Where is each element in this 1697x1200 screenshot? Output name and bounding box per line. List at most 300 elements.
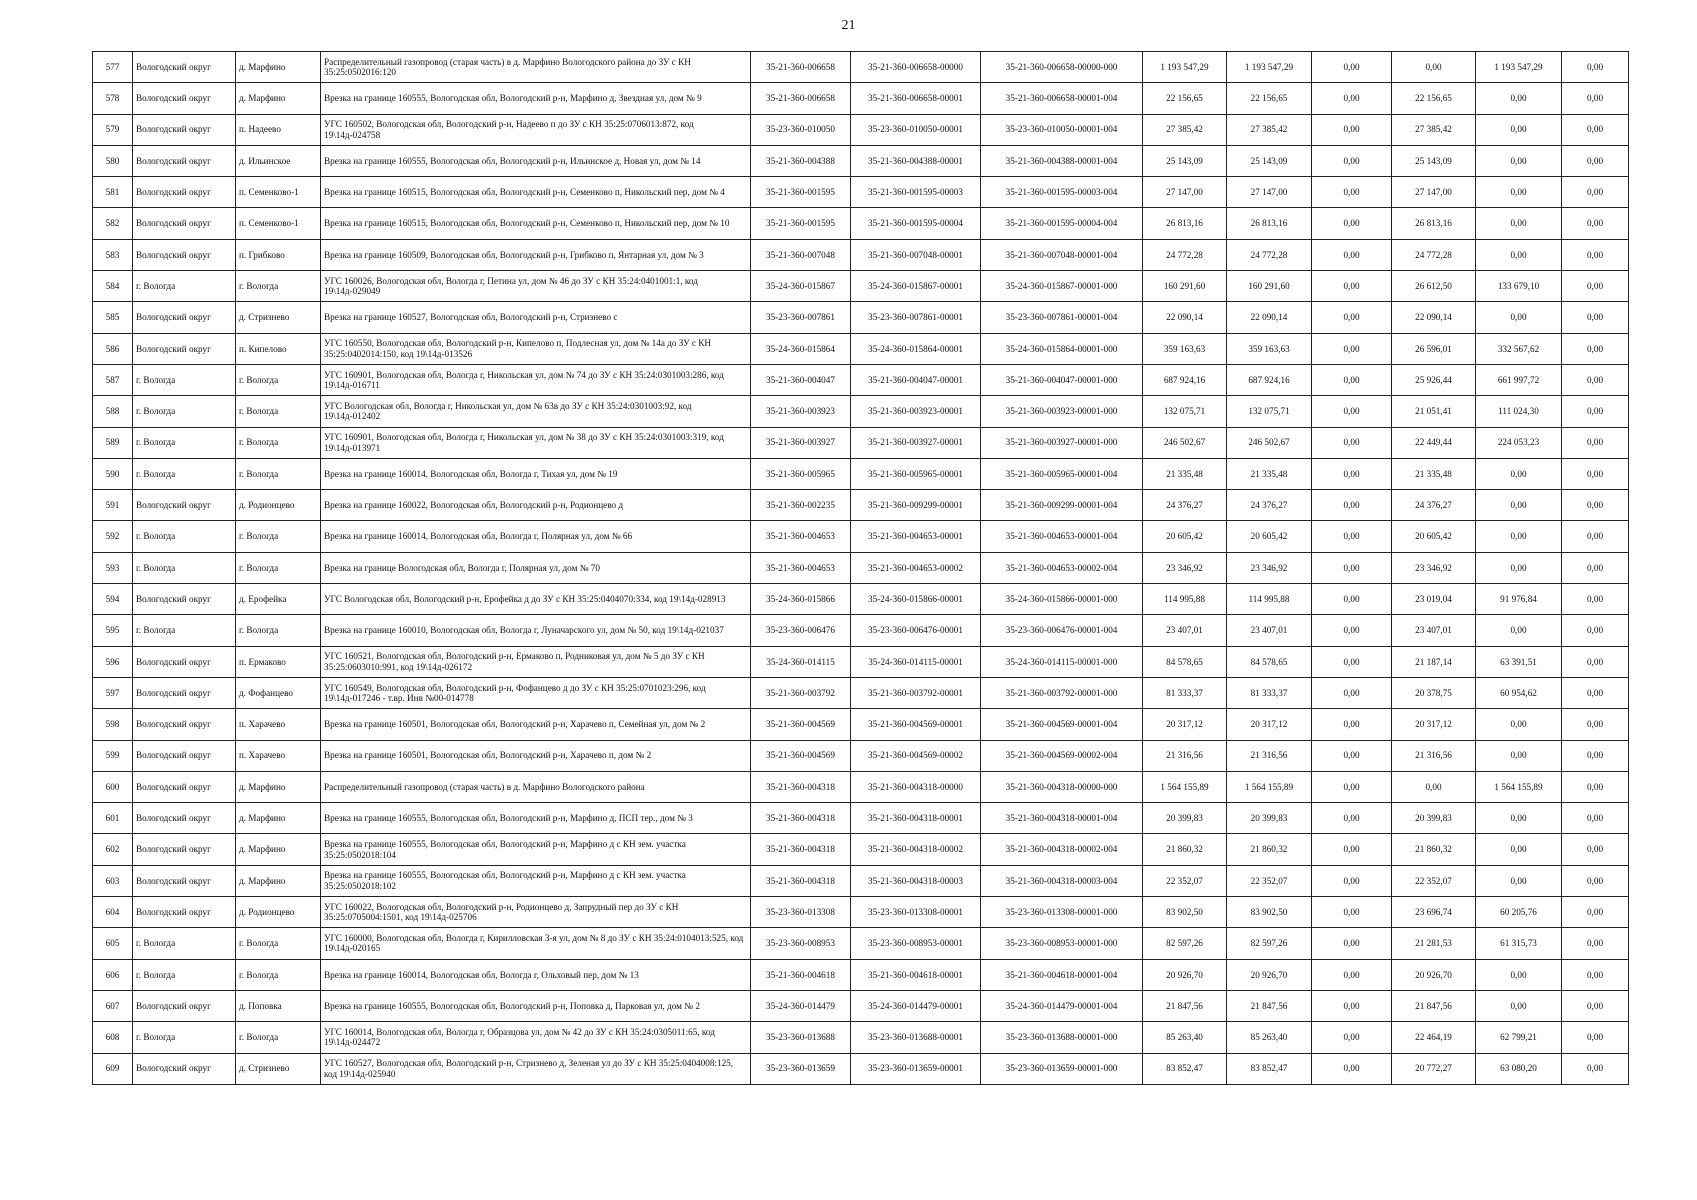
- row-number: 583: [93, 239, 133, 270]
- row-number: 608: [93, 1022, 133, 1053]
- district-cell: Вологодский округ: [133, 208, 236, 239]
- total-cost-cell: 83 852,47: [1143, 1053, 1227, 1084]
- table-row: [93, 959, 1629, 990]
- table-row: [93, 396, 1629, 427]
- object-description-cell: Врезка на границе 160501, Вологодская обл, Вологодский р-н, Харачево п, дом № 2: [321, 740, 751, 771]
- object-description-cell: Врезка на границе 160555, Вологодская обл, Вологодский р-н, Марфино д, Звездная ул, дом № 9: [321, 83, 751, 114]
- amount-cell: 22 156,65: [1227, 83, 1312, 114]
- locality-cell: д. Марфино: [236, 834, 321, 865]
- connection-cost-cell: 20 378,75: [1392, 677, 1476, 708]
- network-cost-cell: 0,00: [1476, 490, 1562, 521]
- element-code-cell: 35-21-360-004318-00003-004: [981, 865, 1143, 896]
- other-cost-cell: 0,00: [1562, 1022, 1629, 1053]
- total-cost-cell: 20 926,70: [1143, 959, 1227, 990]
- amount-zero-cell: 0,00: [1312, 52, 1392, 83]
- object-description-cell: УГС 160000, Вологодская обл, Вологда г, Кирилловская 3-я ул, дом № 8 до ЗУ с КН 35:24:0104013:525, код 19\14д-020165: [321, 928, 751, 959]
- amount-cell: 160 291,60: [1227, 271, 1312, 302]
- object-code-cell: 35-21-360-001595: [751, 177, 851, 208]
- network-cost-cell: 60 205,76: [1476, 897, 1562, 928]
- total-cost-cell: 23 346,92: [1143, 552, 1227, 583]
- other-cost-cell: 0,00: [1562, 771, 1629, 802]
- connection-cost-cell: 23 019,04: [1392, 584, 1476, 615]
- element-code-cell: 35-23-360-013688-00001-000: [981, 1022, 1143, 1053]
- locality-cell: г. Вологда: [236, 427, 321, 458]
- row-number: 587: [93, 364, 133, 395]
- total-cost-cell: 21 847,56: [1143, 990, 1227, 1021]
- amount-cell: 20 317,12: [1227, 709, 1312, 740]
- element-code-cell: 35-21-360-004569-00002-004: [981, 740, 1143, 771]
- object-code-cell: 35-21-360-004318: [751, 803, 851, 834]
- table-row: [93, 803, 1629, 834]
- row-number: 603: [93, 865, 133, 896]
- district-cell: Вологодский округ: [133, 302, 236, 333]
- locality-cell: п. Харачево: [236, 709, 321, 740]
- amount-cell: 687 924,16: [1227, 364, 1312, 395]
- district-cell: г. Вологда: [133, 615, 236, 646]
- amount-zero-cell: 0,00: [1312, 271, 1392, 302]
- amount-zero-cell: 0,00: [1312, 803, 1392, 834]
- sub-object-code-cell: 35-24-360-015864-00001: [851, 333, 981, 364]
- other-cost-cell: 0,00: [1562, 114, 1629, 145]
- other-cost-cell: 0,00: [1562, 709, 1629, 740]
- locality-cell: д. Стризнево: [236, 302, 321, 333]
- object-description-cell: УГС 160527, Вологодская обл, Вологодский р-н, Стризнево д, Зеленая ул до ЗУ с КН 35:25:0404008:125, код 19\14д-025940: [321, 1053, 751, 1084]
- table-row: [93, 83, 1629, 114]
- other-cost-cell: 0,00: [1562, 990, 1629, 1021]
- network-cost-cell: 111 024,30: [1476, 396, 1562, 427]
- locality-cell: г. Вологда: [236, 928, 321, 959]
- connection-cost-cell: 27 147,00: [1392, 177, 1476, 208]
- locality-cell: д. Марфино: [236, 52, 321, 83]
- sub-object-code-cell: 35-23-360-013659-00001: [851, 1053, 981, 1084]
- locality-cell: г. Вологда: [236, 364, 321, 395]
- object-description-cell: Врезка на границе Вологодская обл, Вологда г, Полярная ул, дом № 70: [321, 552, 751, 583]
- sub-object-code-cell: 35-21-360-005965-00001: [851, 458, 981, 489]
- table-row: [93, 615, 1629, 646]
- amount-zero-cell: 0,00: [1312, 740, 1392, 771]
- network-cost-cell: 1 193 547,29: [1476, 52, 1562, 83]
- element-code-cell: 35-21-360-007048-00001-004: [981, 239, 1143, 270]
- connection-cost-cell: 21 187,14: [1392, 646, 1476, 677]
- sub-object-code-cell: 35-21-360-004318-00003: [851, 865, 981, 896]
- district-cell: Вологодский округ: [133, 83, 236, 114]
- locality-cell: д. Стризнево: [236, 1053, 321, 1084]
- element-code-cell: 35-21-360-005965-00001-004: [981, 458, 1143, 489]
- connection-cost-cell: 25 143,09: [1392, 145, 1476, 176]
- sub-object-code-cell: 35-21-360-001595-00003: [851, 177, 981, 208]
- other-cost-cell: 0,00: [1562, 52, 1629, 83]
- object-description-cell: УГС 160014, Вологодская обл, Вологда г, Образцова ул, дом № 42 до ЗУ с КН 35:24:0305011:65, код 19\14д-024472: [321, 1022, 751, 1053]
- object-description-cell: Врезка на границе 160515, Вологодская обл, Вологодский р-н, Семенково п, Никольский пер, дом № 10: [321, 208, 751, 239]
- amount-cell: 85 263,40: [1227, 1022, 1312, 1053]
- district-cell: г. Вологда: [133, 959, 236, 990]
- other-cost-cell: 0,00: [1562, 928, 1629, 959]
- other-cost-cell: 0,00: [1562, 552, 1629, 583]
- table-row: [93, 458, 1629, 489]
- other-cost-cell: 0,00: [1562, 677, 1629, 708]
- element-code-cell: 35-21-360-006658-00001-004: [981, 83, 1143, 114]
- table-row: [93, 834, 1629, 865]
- element-code-cell: 35-23-360-007861-00001-004: [981, 302, 1143, 333]
- object-description-cell: Врезка на границе 160014, Вологодская обл, Вологда г, Ольховый пер, дом № 13: [321, 959, 751, 990]
- amount-zero-cell: 0,00: [1312, 364, 1392, 395]
- table-row: [93, 990, 1629, 1021]
- total-cost-cell: 1 193 547,29: [1143, 52, 1227, 83]
- row-number: 581: [93, 177, 133, 208]
- amount-cell: 24 772,28: [1227, 239, 1312, 270]
- object-description-cell: Врезка на границе 160022, Вологодская обл, Вологодский р-н, Родионцево д: [321, 490, 751, 521]
- amount-cell: 21 847,56: [1227, 990, 1312, 1021]
- row-number: 591: [93, 490, 133, 521]
- amount-cell: 24 376,27: [1227, 490, 1312, 521]
- amount-zero-cell: 0,00: [1312, 552, 1392, 583]
- row-number: 589: [93, 427, 133, 458]
- table-row: [93, 208, 1629, 239]
- element-code-cell: 35-24-360-014115-00001-000: [981, 646, 1143, 677]
- connection-cost-cell: 20 772,27: [1392, 1053, 1476, 1084]
- object-code-cell: 35-21-360-004318: [751, 771, 851, 802]
- object-description-cell: Врезка на границе 160014, Вологодская обл, Вологда г, Тихая ул, дом № 19: [321, 458, 751, 489]
- total-cost-cell: 114 995,88: [1143, 584, 1227, 615]
- amount-cell: 22 090,14: [1227, 302, 1312, 333]
- object-description-cell: Врезка на границе 160515, Вологодская обл, Вологодский р-н, Семенково п, Никольский пер, дом № 4: [321, 177, 751, 208]
- object-description-cell: УГС 160550, Вологодская обл, Вологодский р-н, Кипелово п, Подлесная ул, дом № 14а до ЗУ с КН 35:25:0402014:150, код 19\14д-013526: [321, 333, 751, 364]
- network-cost-cell: 0,00: [1476, 959, 1562, 990]
- connection-cost-cell: 20 399,83: [1392, 803, 1476, 834]
- connection-cost-cell: 0,00: [1392, 52, 1476, 83]
- network-cost-cell: 91 976,84: [1476, 584, 1562, 615]
- element-code-cell: 35-24-360-015864-00001-000: [981, 333, 1143, 364]
- amount-zero-cell: 0,00: [1312, 83, 1392, 114]
- object-code-cell: 35-21-360-003792: [751, 677, 851, 708]
- amount-cell: 81 333,37: [1227, 677, 1312, 708]
- row-number: 582: [93, 208, 133, 239]
- element-code-cell: 35-21-360-004618-00001-004: [981, 959, 1143, 990]
- table-row: [93, 584, 1629, 615]
- district-cell: Вологодский округ: [133, 490, 236, 521]
- element-code-cell: 35-21-360-004318-00001-004: [981, 803, 1143, 834]
- row-number: 585: [93, 302, 133, 333]
- object-code-cell: 35-21-360-004569: [751, 709, 851, 740]
- other-cost-cell: 0,00: [1562, 740, 1629, 771]
- object-code-cell: 35-23-360-013308: [751, 897, 851, 928]
- network-cost-cell: 0,00: [1476, 145, 1562, 176]
- sub-object-code-cell: 35-24-360-014479-00001: [851, 990, 981, 1021]
- network-cost-cell: 332 567,62: [1476, 333, 1562, 364]
- district-cell: Вологодский округ: [133, 897, 236, 928]
- object-description-cell: УГС 160022, Вологодская обл, Вологодский р-н, Родионцево д, Запрудный пер до ЗУ с КН 35:25:0705004:1501, код 19\14д-025706: [321, 897, 751, 928]
- object-description-cell: УГС 160549, Вологодская обл, Вологодский р-н, Фофанцево д до ЗУ с КН 35:25:0701023:296, код 19\14д-017246 - т.вр. Инв №00-014778: [321, 677, 751, 708]
- connection-cost-cell: 24 772,28: [1392, 239, 1476, 270]
- other-cost-cell: 0,00: [1562, 865, 1629, 896]
- object-code-cell: 35-24-360-015867: [751, 271, 851, 302]
- locality-cell: г. Вологда: [236, 959, 321, 990]
- sub-object-code-cell: 35-21-360-001595-00004: [851, 208, 981, 239]
- registry-table: [92, 51, 1629, 1085]
- element-code-cell: 35-21-360-004653-00001-004: [981, 521, 1143, 552]
- amount-zero-cell: 0,00: [1312, 333, 1392, 364]
- locality-cell: г. Вологда: [236, 271, 321, 302]
- other-cost-cell: 0,00: [1562, 177, 1629, 208]
- object-description-cell: УГС 160026, Вологодская обл, Вологда г, Петина ул, дом № 46 до ЗУ с КН 35:24:0401001:1, код 19\14д-029049: [321, 271, 751, 302]
- object-code-cell: 35-21-360-006658: [751, 52, 851, 83]
- object-description-cell: Врезка на границе 160527, Вологодская обл, Вологодский р-н, Стризнево с: [321, 302, 751, 333]
- district-cell: Вологодский округ: [133, 865, 236, 896]
- other-cost-cell: 0,00: [1562, 145, 1629, 176]
- total-cost-cell: 25 143,09: [1143, 145, 1227, 176]
- sub-object-code-cell: 35-21-360-004388-00001: [851, 145, 981, 176]
- row-number: 600: [93, 771, 133, 802]
- amount-zero-cell: 0,00: [1312, 396, 1392, 427]
- locality-cell: п. Надеево: [236, 114, 321, 145]
- table-row: [93, 521, 1629, 552]
- total-cost-cell: 687 924,16: [1143, 364, 1227, 395]
- locality-cell: г. Вологда: [236, 1022, 321, 1053]
- other-cost-cell: 0,00: [1562, 271, 1629, 302]
- other-cost-cell: 0,00: [1562, 490, 1629, 521]
- row-number: 586: [93, 333, 133, 364]
- network-cost-cell: 0,00: [1476, 834, 1562, 865]
- network-cost-cell: 0,00: [1476, 114, 1562, 145]
- locality-cell: д. Родионцево: [236, 897, 321, 928]
- locality-cell: г. Вологда: [236, 396, 321, 427]
- row-number: 579: [93, 114, 133, 145]
- amount-cell: 84 578,65: [1227, 646, 1312, 677]
- object-code-cell: 35-21-360-005965: [751, 458, 851, 489]
- amount-cell: 27 147,00: [1227, 177, 1312, 208]
- other-cost-cell: 0,00: [1562, 803, 1629, 834]
- element-code-cell: 35-21-360-003927-00001-000: [981, 427, 1143, 458]
- amount-zero-cell: 0,00: [1312, 177, 1392, 208]
- connection-cost-cell: 27 385,42: [1392, 114, 1476, 145]
- total-cost-cell: 82 597,26: [1143, 928, 1227, 959]
- registry-table-body: [93, 52, 1629, 1085]
- table-row: [93, 145, 1629, 176]
- connection-cost-cell: 20 317,12: [1392, 709, 1476, 740]
- network-cost-cell: 0,00: [1476, 865, 1562, 896]
- amount-zero-cell: 0,00: [1312, 458, 1392, 489]
- table-row: [93, 239, 1629, 270]
- total-cost-cell: 24 376,27: [1143, 490, 1227, 521]
- element-code-cell: 35-23-360-008953-00001-000: [981, 928, 1143, 959]
- district-cell: Вологодский округ: [133, 677, 236, 708]
- network-cost-cell: 0,00: [1476, 552, 1562, 583]
- table-row: [93, 646, 1629, 677]
- element-code-cell: 35-21-360-003923-00001-000: [981, 396, 1143, 427]
- total-cost-cell: 21 860,32: [1143, 834, 1227, 865]
- other-cost-cell: 0,00: [1562, 427, 1629, 458]
- table-row: [93, 928, 1629, 959]
- object-description-cell: Врезка на границе 160555, Вологодская обл, Вологодский р-н, Марфино д с КН зем. участка 35:25:0502018:104: [321, 834, 751, 865]
- amount-cell: 20 399,83: [1227, 803, 1312, 834]
- total-cost-cell: 21 316,56: [1143, 740, 1227, 771]
- connection-cost-cell: 21 316,56: [1392, 740, 1476, 771]
- object-description-cell: Распределительный газопровод (старая часть) в д. Марфино Вологодского района до ЗУ с КН 35:25:0502016:120: [321, 52, 751, 83]
- locality-cell: п. Грибково: [236, 239, 321, 270]
- object-description-cell: Врезка на границе 160555, Вологодская обл, Вологодский р-н, Ильинское д, Новая ул, дом № 14: [321, 145, 751, 176]
- amount-cell: 1 564 155,89: [1227, 771, 1312, 802]
- sub-object-code-cell: 35-21-360-004318-00000: [851, 771, 981, 802]
- district-cell: Вологодский округ: [133, 145, 236, 176]
- district-cell: г. Вологда: [133, 521, 236, 552]
- total-cost-cell: 27 385,42: [1143, 114, 1227, 145]
- district-cell: г. Вологда: [133, 458, 236, 489]
- other-cost-cell: 0,00: [1562, 646, 1629, 677]
- amount-zero-cell: 0,00: [1312, 302, 1392, 333]
- object-description-cell: Врезка на границе 160555, Вологодская обл, Вологодский р-н, Марфино д с КН зем. участка 35:25:0502018:102: [321, 865, 751, 896]
- total-cost-cell: 160 291,60: [1143, 271, 1227, 302]
- connection-cost-cell: 23 407,01: [1392, 615, 1476, 646]
- sub-object-code-cell: 35-21-360-006658-00000: [851, 52, 981, 83]
- row-number: 606: [93, 959, 133, 990]
- row-number: 607: [93, 990, 133, 1021]
- district-cell: Вологодский округ: [133, 646, 236, 677]
- other-cost-cell: 0,00: [1562, 364, 1629, 395]
- locality-cell: г. Вологда: [236, 521, 321, 552]
- sub-object-code-cell: 35-21-360-009299-00001: [851, 490, 981, 521]
- object-code-cell: 35-23-360-007861: [751, 302, 851, 333]
- element-code-cell: 35-21-360-004318-00002-004: [981, 834, 1143, 865]
- network-cost-cell: 0,00: [1476, 208, 1562, 239]
- sub-object-code-cell: 35-21-360-007048-00001: [851, 239, 981, 270]
- network-cost-cell: 62 799,21: [1476, 1022, 1562, 1053]
- element-code-cell: 35-21-360-001595-00003-004: [981, 177, 1143, 208]
- amount-zero-cell: 0,00: [1312, 615, 1392, 646]
- object-description-cell: Врезка на границе 160509, Вологодская обл, Вологодский р-н, Грибково п, Янтарная ул, дом № 3: [321, 239, 751, 270]
- element-code-cell: 35-21-360-004653-00002-004: [981, 552, 1143, 583]
- element-code-cell: 35-23-360-013659-00001-000: [981, 1053, 1143, 1084]
- table-row: [93, 302, 1629, 333]
- object-description-cell: Врезка на границе 160014, Вологодская обл, Вологда г, Полярная ул, дом № 66: [321, 521, 751, 552]
- amount-zero-cell: 0,00: [1312, 865, 1392, 896]
- element-code-cell: 35-23-360-013308-00001-000: [981, 897, 1143, 928]
- district-cell: г. Вологда: [133, 1022, 236, 1053]
- connection-cost-cell: 21 281,53: [1392, 928, 1476, 959]
- row-number: 604: [93, 897, 133, 928]
- district-cell: г. Вологда: [133, 396, 236, 427]
- district-cell: Вологодский округ: [133, 177, 236, 208]
- sub-object-code-cell: 35-21-360-003927-00001: [851, 427, 981, 458]
- object-description-cell: Врезка на границе 160501, Вологодская обл, Вологодский р-н, Харачево п, Семейная ул, дом № 2: [321, 709, 751, 740]
- other-cost-cell: 0,00: [1562, 959, 1629, 990]
- amount-cell: 132 075,71: [1227, 396, 1312, 427]
- object-description-cell: Распределительный газопровод (старая часть) в д. Марфино Вологодского района: [321, 771, 751, 802]
- amount-zero-cell: 0,00: [1312, 897, 1392, 928]
- element-code-cell: 35-21-360-006658-00000-000: [981, 52, 1143, 83]
- network-cost-cell: 0,00: [1476, 458, 1562, 489]
- connection-cost-cell: 26 813,16: [1392, 208, 1476, 239]
- total-cost-cell: 359 163,63: [1143, 333, 1227, 364]
- district-cell: Вологодский округ: [133, 1053, 236, 1084]
- object-code-cell: 35-21-360-004047: [751, 364, 851, 395]
- connection-cost-cell: 22 464,19: [1392, 1022, 1476, 1053]
- amount-cell: 23 407,01: [1227, 615, 1312, 646]
- amount-cell: 21 860,32: [1227, 834, 1312, 865]
- sub-object-code-cell: 35-21-360-003792-00001: [851, 677, 981, 708]
- total-cost-cell: 20 399,83: [1143, 803, 1227, 834]
- row-number: 602: [93, 834, 133, 865]
- locality-cell: д. Поповка: [236, 990, 321, 1021]
- object-description-cell: УГС 160901, Вологодская обл, Вологда г, Никольская ул, дом № 74 до ЗУ с КН 35:24:0301003:286, код 19\14д-016711: [321, 364, 751, 395]
- table-row: [93, 271, 1629, 302]
- locality-cell: д. Фофанцево: [236, 677, 321, 708]
- connection-cost-cell: 26 596,01: [1392, 333, 1476, 364]
- amount-cell: 21 335,48: [1227, 458, 1312, 489]
- sub-object-code-cell: 35-21-360-004318-00002: [851, 834, 981, 865]
- amount-cell: 83 852,47: [1227, 1053, 1312, 1084]
- district-cell: г. Вологда: [133, 364, 236, 395]
- connection-cost-cell: 21 860,32: [1392, 834, 1476, 865]
- connection-cost-cell: 20 926,70: [1392, 959, 1476, 990]
- total-cost-cell: 1 564 155,89: [1143, 771, 1227, 802]
- network-cost-cell: 0,00: [1476, 239, 1562, 270]
- amount-zero-cell: 0,00: [1312, 239, 1392, 270]
- object-code-cell: 35-24-360-015864: [751, 333, 851, 364]
- sub-object-code-cell: 35-23-360-013688-00001: [851, 1022, 981, 1053]
- sub-object-code-cell: 35-23-360-013308-00001: [851, 897, 981, 928]
- connection-cost-cell: 22 449,44: [1392, 427, 1476, 458]
- amount-zero-cell: 0,00: [1312, 584, 1392, 615]
- row-number: 596: [93, 646, 133, 677]
- locality-cell: д. Марфино: [236, 83, 321, 114]
- amount-cell: 83 902,50: [1227, 897, 1312, 928]
- table-row: [93, 552, 1629, 583]
- district-cell: Вологодский округ: [133, 52, 236, 83]
- total-cost-cell: 22 352,07: [1143, 865, 1227, 896]
- table-row: [93, 1022, 1629, 1053]
- element-code-cell: 35-21-360-004047-00001-000: [981, 364, 1143, 395]
- sub-object-code-cell: 35-21-360-004653-00001: [851, 521, 981, 552]
- locality-cell: д. Марфино: [236, 771, 321, 802]
- network-cost-cell: 0,00: [1476, 803, 1562, 834]
- sub-object-code-cell: 35-24-360-015867-00001: [851, 271, 981, 302]
- amount-cell: 21 316,56: [1227, 740, 1312, 771]
- sub-object-code-cell: 35-21-360-003923-00001: [851, 396, 981, 427]
- locality-cell: п. Кипелово: [236, 333, 321, 364]
- object-code-cell: 35-24-360-014479: [751, 990, 851, 1021]
- row-number: 597: [93, 677, 133, 708]
- table-row: [93, 865, 1629, 896]
- locality-cell: п. Семенково-1: [236, 177, 321, 208]
- locality-cell: д. Родионцево: [236, 490, 321, 521]
- object-description-cell: УГС Вологодская обл, Вологодский р-н, Ерофейка д до ЗУ с КН 35:25:0404070:334, код 19\14д-028913: [321, 584, 751, 615]
- row-number: 601: [93, 803, 133, 834]
- total-cost-cell: 23 407,01: [1143, 615, 1227, 646]
- network-cost-cell: 0,00: [1476, 83, 1562, 114]
- network-cost-cell: 61 315,73: [1476, 928, 1562, 959]
- locality-cell: г. Вологда: [236, 552, 321, 583]
- district-cell: Вологодский округ: [133, 584, 236, 615]
- network-cost-cell: 60 954,62: [1476, 677, 1562, 708]
- connection-cost-cell: 26 612,50: [1392, 271, 1476, 302]
- amount-zero-cell: 0,00: [1312, 208, 1392, 239]
- total-cost-cell: 22 090,14: [1143, 302, 1227, 333]
- row-number: 593: [93, 552, 133, 583]
- network-cost-cell: 63 391,51: [1476, 646, 1562, 677]
- object-description-cell: Врезка на границе 160555, Вологодская обл, Вологодский р-н, Марфино д, ПСП тер., дом № 3: [321, 803, 751, 834]
- total-cost-cell: 20 605,42: [1143, 521, 1227, 552]
- other-cost-cell: 0,00: [1562, 396, 1629, 427]
- row-number: 584: [93, 271, 133, 302]
- connection-cost-cell: 21 847,56: [1392, 990, 1476, 1021]
- row-number: 605: [93, 928, 133, 959]
- locality-cell: г. Вологда: [236, 458, 321, 489]
- connection-cost-cell: 22 352,07: [1392, 865, 1476, 896]
- other-cost-cell: 0,00: [1562, 897, 1629, 928]
- row-number: 609: [93, 1053, 133, 1084]
- network-cost-cell: 0,00: [1476, 615, 1562, 646]
- table-row: [93, 114, 1629, 145]
